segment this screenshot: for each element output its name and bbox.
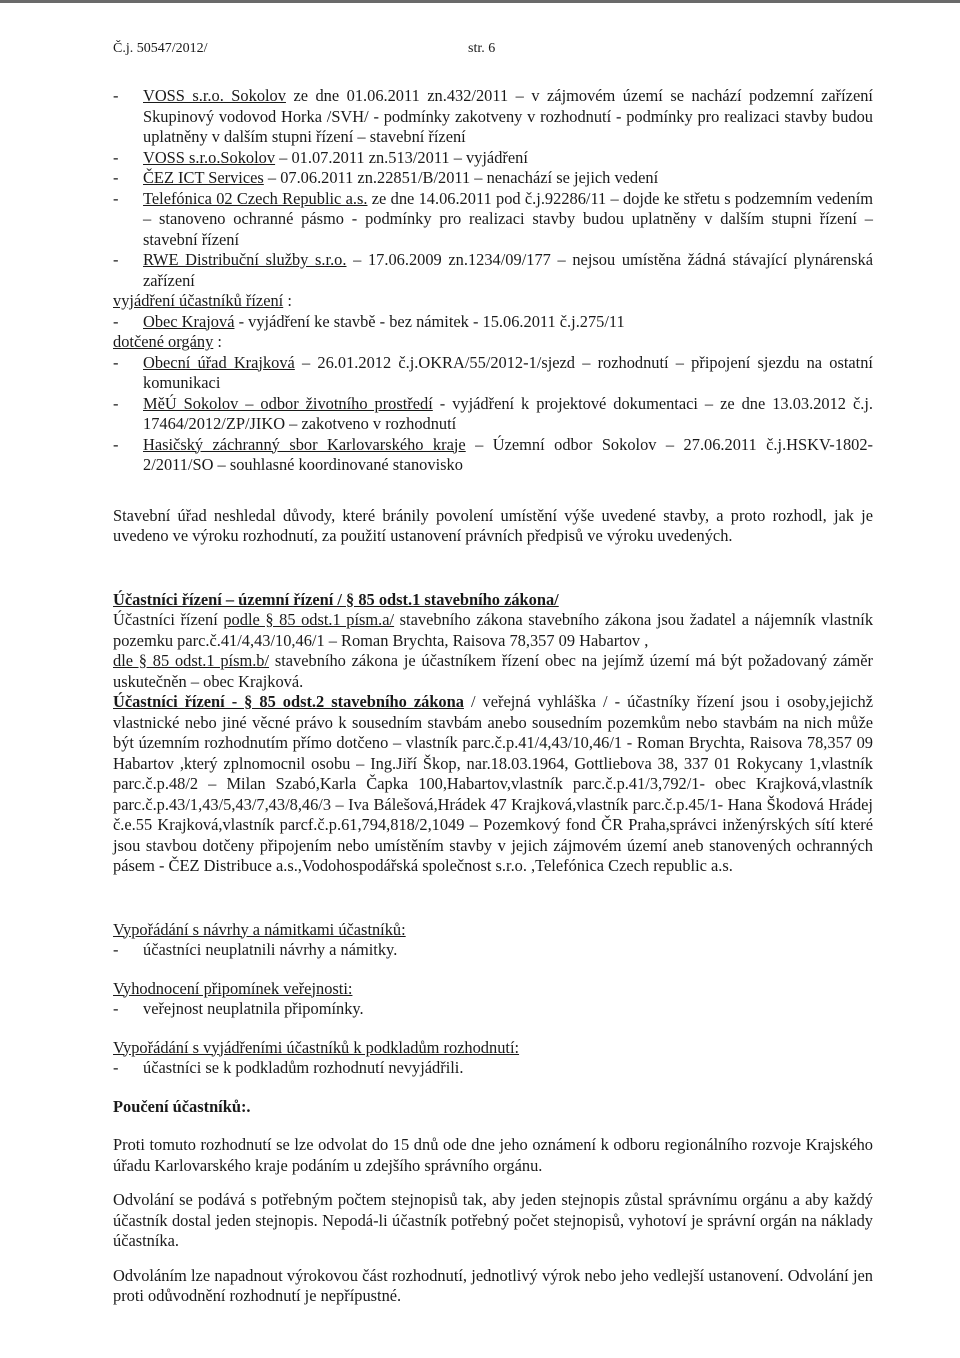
list-item: - účastníci neuplatnili návrhy a námitky. bbox=[113, 940, 398, 959]
participants-statements-heading: vyjádření účastníků řízení : bbox=[113, 291, 292, 310]
statements-heading: Vypořádání s vyjádřeními účastníků k podkladům rozhodnutí: bbox=[113, 1037, 520, 1057]
operator-name: RWE Distribuční služby s.r.o. bbox=[143, 250, 347, 269]
participants-paragraph-neighbours: Účastníci řízení - § 85 odst.2 stavebního zákona / veřejná vyhláška / - účastníky řízení jsou i osoby,jejichž vlastnické nebo jiné věcné právo k sousedním stavbám anebo sousedním pozemkům nebo stavbám na nich může být územním rozhodnutím přímo dotčeno – vlastník parc.č.p.41/4,43/10,46/1 - Roman Brychta, Raisova 78,357 09 Habartov ,který zplnomocnil osobu – Ing.Jiří Škop, nar.18.03.1964, Gottliebova 38, 337 01 Rokycany 1,vlastník parc.č.p.48/2 – Milan Szabó,Karla Čapka 100,Habartov,vlastník parc.č.p.41/3,792/1- obec Krajková,vlastník parc.č.p.43/1,43/5,43/7,43/8,46/3 – Iva Bálešová,Hrádek 47 Krajková,vlastník parc.č.p.45/1- Hana Škodová Hrádej č.e.55 Krajková,vlastník parcf.č.p.61,794,818/2,1049 – Pozemkový fond ČR Praha,správci inženýrských sítí které jsou stavbou dotčeny připojením nebo umístěním stavby v jejich zájmovém území aneb stanovených ochranných pásem - ČEZ Distribuce a.s.,Vodohospodářská společnost s.r.o. ,Telefónica Czech republic a.s. bbox=[113, 692, 873, 875]
participants-heading: Účastníci řízení – územní řízení / § 85 odst.1 stavebního zákona/ bbox=[113, 589, 559, 609]
operator-name: ČEZ ICT Services bbox=[143, 168, 264, 187]
list-item: - MěÚ Sokolov – odbor životního prostředí - vyjádření k projektové dokumentaci – ze dne 13.03.2012 č.j. 17464/2012/ZP/JIKO – zakotveno v rozhodnutí bbox=[113, 393, 873, 433]
participants-paragraph-b: dle § 85 odst.1 písm.b/ stavebního zákona je účastníkem řízení obec na jejímž území má být požadovaný záměr uskutečněn – obec Krajková. bbox=[113, 651, 873, 691]
legal-reference: podle § 85 odst.1 písm.a/ bbox=[223, 610, 395, 629]
page-number: str. 6 bbox=[468, 41, 496, 56]
list-item: - VOSS s.r.o. Sokolov ze dne 01.06.2011 zn.432/2011 – v zájmovém území se nachází podzemní zařízení Skupinový vodovod Horka /SVH/ - podmínky zakotveny v rozhodnutí - podmínky pro realizaci stavby budou uplatněny v dalším stupni řízení – stavební řízení bbox=[113, 86, 873, 146]
participant-name: Obec Krajová bbox=[143, 311, 235, 331]
scan-edge-line bbox=[0, 0, 960, 3]
list-item: - Obecní úřad Krajková – 26.01.2012 č.j.OKRA/55/2012-1/sjezd – rozhodnutí – připojení sjezdu na ostatní komunikaci bbox=[113, 352, 873, 392]
instruction-paragraph: Odvolání se podává s potřebným počtem stejnopisů tak, aby jeden stejnopis zůstal správnímu orgánu a aby každý účastník dostal jeden stejnopis. Nepodá-li účastník potřebný počet stejnopisů, vyhotoví je správní orgán na náklady účastníka. bbox=[113, 1190, 873, 1250]
list-item: - veřejnost neuplatnila připomínky. bbox=[113, 999, 364, 1018]
operator-name: VOSS s.r.o.Sokolov bbox=[143, 147, 276, 167]
public-comments-heading: Vyhodnocení připomínek veřejnosti: bbox=[113, 978, 353, 998]
operator-statement: – 07.06.2011 zn.22851/B/2011 – nenachází se jejich vedení bbox=[263, 168, 659, 187]
participants-subheading: Účastníci řízení - § 85 odst.2 stavebního zákona bbox=[113, 692, 464, 711]
instruction-paragraph: Proti tomuto rozhodnutí se lze odvolat do 15 dnů ode dne jeho oznámení k odboru regionálního rozvoje Krajského úřadu Karlovarského kraje podáním u zdejšího správního orgánu. bbox=[113, 1135, 873, 1175]
legal-reference: dle § 85 odst.1 písm.b/ bbox=[113, 651, 270, 670]
authority-statement: – Územní odbor Sokolov – 27.06.2011 č.j.HSKV-1802-2/2011/SO – souhlasné koordinované stanovisko bbox=[143, 434, 873, 474]
authority-statement: – 26.01.2012 č.j.OKRA/55/2012-1/sjezd – rozhodnutí – připojení sjezdu na ostatní komunikaci bbox=[143, 352, 873, 392]
participants-paragraph-a: Účastníci řízení podle § 85 odst.1 písm.a/ stavebního zákona stavebního zákona jsou žadatel a nájemník vlastník pozemku parc.č.41/4,43/10,46/1 – Roman Brychta, Raisova 78,357 09 Habartov , bbox=[113, 610, 874, 650]
operator-statement: – 17.06.2009 zn.1234/09/177 – nejsou umístěna žádná stávající plynárenská zařízení bbox=[143, 250, 873, 290]
operator-statement: – 01.07.2011 zn.513/2011 – vyjádření bbox=[275, 147, 528, 167]
list-item: - Obec Krajová - vyjádření ke stavbě - bez námitek - 15.06.2011 č.j.275/11 bbox=[113, 311, 625, 331]
authority-name: Obecní úřad Krajková bbox=[143, 352, 295, 372]
operator-name: VOSS s.r.o. Sokolov bbox=[143, 86, 286, 105]
participant-statement: - vyjádření ke stavbě - bez námitek - 15.06.2011 č.j.275/11 bbox=[234, 311, 625, 331]
authority-name: Hasičský záchranný sbor Karlovarského kraje bbox=[143, 434, 466, 454]
operator-statement: ze dne 01.06.2011 zn.432/2011 – v zájmovém území se nachází podzemní zařízení Skupinový vodovod Horka /SVH/ - podmínky zakotveny v rozhodnutí - podmínky pro realizaci stavby budou uplatněny v dalším stupni řízení – stavební řízení bbox=[143, 86, 873, 146]
operator-statement: ze dne 14.06.2011 pod č.j.92286/11 – dojde ke střetu s podzemním vedením – stanoveno ochranné pásmo - podmínky pro realizaci stavby budou uplatněny v dalším stupni řízení – stavební řízení bbox=[143, 188, 874, 249]
reference-number: Č.j. 50547/2012/ bbox=[113, 41, 208, 56]
list-item: - Telefónica 02 Czech Republic a.s. ze dne 14.06.2011 pod č.j.92286/11 – dojde ke střetu s podzemním vedením – stanoveno ochranné pásmo - podmínky pro realizaci stavby budou uplatněny v dalším stupni řízení – stavební řízení bbox=[113, 188, 874, 249]
instruction-paragraph: Odvoláním lze napadnout výrokovou část rozhodnutí, jednotlivý výrok nebo jeho vedlejší ustanovení. Odvolání jen proti odůvodnění rozhodnutí je nepřípustné. bbox=[113, 1265, 873, 1305]
building-office-conclusion: Stavební úřad neshledal důvody, které bránily povolení umístění výše uvedené stavby, a proto rozhodl, jak je uvedeno ve výroku rozhodnutí, za použití ustanovení právních předpisů ve výroku uvedených. bbox=[113, 505, 873, 545]
network-operators-list bbox=[113, 86, 873, 291]
page-header bbox=[113, 41, 496, 57]
document-body bbox=[113, 86, 873, 1307]
list-item: - účastníci se k podkladům rozhodnutí nevyjádřili. bbox=[113, 1058, 464, 1077]
authority-name: MěÚ Sokolov – odbor životního prostředí bbox=[143, 393, 433, 413]
operator-name: Telefónica 02 Czech Republic a.s. bbox=[143, 188, 368, 208]
instruction-heading: Poučení účastníků:. bbox=[113, 1096, 251, 1116]
list-item: - VOSS s.r.o.Sokolov – 01.07.2011 zn.513/2011 – vyjádření bbox=[113, 147, 528, 167]
list-item: - ČEZ ICT Services – 07.06.2011 zn.22851/B/2011 – nenachází se jejich vedení bbox=[113, 168, 659, 187]
proposals-heading: Vypořádání s návrhy a námitkami účastníků: bbox=[113, 919, 406, 939]
authorities-heading: dotčené orgány : bbox=[113, 332, 222, 351]
authority-statement: - vyjádření k projektové dokumentaci – ze dne 13.03.2012 č.j. 17464/2012/ZP/JIKO – zakotveno v rozhodnutí bbox=[143, 393, 873, 433]
list-item: - RWE Distribuční služby s.r.o. – 17.06.2009 zn.1234/09/177 – nejsou umístěna žádná stávající plynárenská zařízení bbox=[113, 250, 873, 290]
list-item: - Hasičský záchranný sbor Karlovarského kraje – Územní odbor Sokolov – 27.06.2011 č.j.HSKV-1802-2/2011/SO – souhlasné koordinované stanovisko bbox=[113, 434, 873, 474]
